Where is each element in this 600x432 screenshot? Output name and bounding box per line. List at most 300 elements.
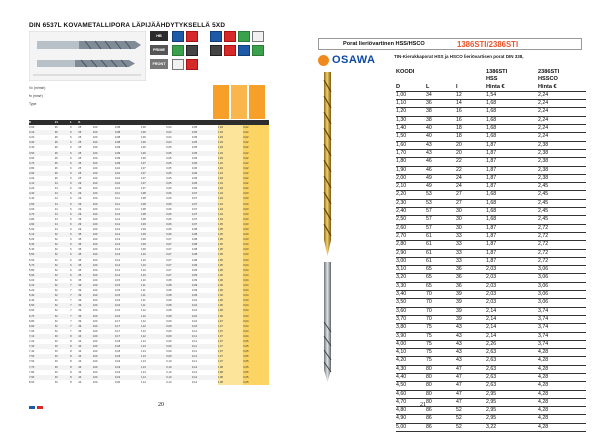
- table-cell: 3,20: [29, 136, 35, 140]
- table-cell: 100: [92, 380, 98, 384]
- table-cell: 43: [78, 350, 82, 354]
- table-cell: 52: [54, 268, 58, 272]
- table-cell: 35: [78, 273, 93, 278]
- table-cell: 0,02: [243, 125, 269, 130]
- table-cell: 7,00: [29, 329, 35, 333]
- table-cell: 52: [54, 309, 58, 313]
- price-row: [396, 249, 586, 257]
- table-cell: 0,03: [243, 212, 269, 217]
- price-cell: 3,20: [396, 274, 426, 282]
- price-cell: 43: [456, 357, 486, 365]
- legend-red-icon: [37, 406, 43, 409]
- table-cell: 0,05: [166, 166, 172, 170]
- table-cell: 6,30: [29, 293, 55, 298]
- right-catalog-page: [300, 0, 600, 430]
- table-cell: 0,18: [114, 350, 121, 354]
- table-cell: 0,12: [141, 314, 167, 319]
- price-row: [396, 423, 586, 431]
- table-cell: 0,09: [140, 238, 146, 242]
- table-cell: 0,06: [166, 202, 192, 207]
- table-cell: 0,10: [192, 324, 218, 329]
- table-cell: 100: [93, 314, 115, 319]
- table-cell: 100: [92, 146, 98, 150]
- hardness-icon: [186, 45, 198, 56]
- price-cell: 14: [456, 100, 486, 108]
- price-cell: 1,68: [486, 116, 538, 124]
- cast-iron-icon: [186, 59, 198, 70]
- price-cell: 47: [456, 365, 486, 373]
- price-cell: 61: [426, 257, 456, 265]
- table-cell: 0,07: [192, 222, 218, 227]
- table-cell: 0,05: [192, 130, 218, 135]
- price-row: [396, 133, 586, 141]
- table-cell: 0,03: [218, 140, 244, 145]
- price-row: [396, 257, 586, 265]
- table-cell: 0,06: [166, 212, 192, 217]
- table-cell: 100: [93, 202, 115, 207]
- table-cell: 43: [78, 370, 82, 374]
- price-cell: 61: [426, 249, 456, 257]
- table-cell: 25: [78, 126, 82, 130]
- table-cell: 6: [70, 207, 72, 211]
- table-cell: 0,14: [115, 273, 141, 278]
- table-cell: 0,12: [115, 212, 141, 217]
- table-cell: 100: [93, 293, 115, 298]
- table-cell: 52: [55, 314, 70, 319]
- table-cell: 0,08: [192, 252, 218, 257]
- table-cell: 0,09: [166, 319, 172, 323]
- price-cell: 3,40: [396, 291, 426, 299]
- table-cell: 60: [54, 380, 58, 384]
- price-cell: 3,74: [538, 340, 586, 348]
- price-cell: 1,10: [396, 100, 426, 108]
- table-cell: 100: [93, 242, 115, 247]
- price-cell: 1,68: [486, 108, 538, 116]
- price-cell: 1,54: [486, 91, 538, 99]
- price-cell: 2,14: [486, 324, 538, 332]
- table-cell: 100: [93, 151, 115, 156]
- price-row: [396, 199, 586, 207]
- type-label: Type: [29, 102, 37, 106]
- table-cell: 0,04: [218, 217, 244, 222]
- table-cell: 7,90: [29, 375, 55, 380]
- table-cell: 0,04: [243, 324, 269, 329]
- table-cell: 60: [54, 350, 58, 354]
- price-cell: 75: [426, 357, 456, 365]
- table-cell: 0,12: [192, 375, 218, 380]
- table-cell: 0,06: [218, 278, 244, 283]
- table-cell: 8: [70, 370, 72, 374]
- price-cell: 1,50: [396, 133, 426, 141]
- table-cell: 0,10: [166, 360, 172, 364]
- table-cell: 0,06: [191, 156, 198, 160]
- table-cell: 100: [92, 156, 98, 160]
- table-cell: 6: [70, 126, 72, 130]
- table-cell: 100: [92, 299, 98, 303]
- price-cell: 52: [456, 407, 486, 415]
- table-cell: 100: [92, 238, 98, 242]
- table-cell: 0,08: [166, 303, 192, 308]
- price-cell: 1,68: [486, 216, 538, 224]
- table-cell: 0,06: [140, 136, 146, 140]
- material-m-icon: [210, 45, 222, 56]
- table-cell: 0,06: [218, 303, 244, 308]
- price-cell: 4,50: [396, 382, 426, 390]
- table-cell: 0,09: [191, 268, 198, 272]
- table-cell: 0,04: [218, 207, 244, 212]
- price-row: [396, 191, 586, 199]
- table-cell: 6: [70, 252, 78, 257]
- table-cell: 0,04: [243, 298, 269, 303]
- table-cell: 6: [70, 130, 78, 135]
- table-cell: 5,20: [29, 238, 35, 242]
- table-cell: 100: [92, 136, 98, 140]
- table-cell: 0,08: [166, 309, 172, 313]
- table-cell: 0,17: [114, 329, 121, 333]
- table-cell: 6: [70, 181, 78, 186]
- price-cell: 3,74: [538, 324, 586, 332]
- price-cell: 61: [426, 241, 456, 249]
- banner-codes: 1386STI/2386STI: [457, 39, 519, 49]
- table-cell: 44: [55, 181, 70, 186]
- table-cell: 0,02: [243, 140, 269, 145]
- table-cell: 6: [70, 273, 78, 278]
- table-cell: 52: [55, 324, 70, 329]
- table-cell: 0,05: [243, 344, 269, 349]
- price-cell: 2,14: [486, 332, 538, 340]
- table-cell: 36: [55, 161, 70, 166]
- price-row: [396, 274, 586, 282]
- price-cell: 4,20: [396, 357, 426, 365]
- price-cell: 75: [426, 340, 456, 348]
- table-cell: 0,12: [140, 309, 146, 313]
- table-cell: 25: [78, 177, 82, 181]
- price-cell: 80: [426, 365, 456, 373]
- price-cell: 2,24: [538, 91, 586, 99]
- table-cell: 0,08: [191, 258, 198, 262]
- price-row: [396, 299, 586, 307]
- table-cell: 100: [93, 375, 115, 380]
- table-cell: 0,07: [218, 359, 244, 364]
- table-cell: 0,08: [218, 380, 244, 385]
- table-cell: 0,12: [141, 324, 167, 329]
- table-cell: 0,07: [218, 324, 244, 329]
- price-cell: 22: [456, 166, 486, 174]
- price-cell: 2,45: [538, 191, 586, 199]
- table-cell: 36: [55, 171, 70, 176]
- table-cell: 0,08: [191, 227, 198, 231]
- table-cell: 36: [54, 146, 58, 150]
- table-cell: 3,10: [29, 130, 55, 135]
- price-cell: 39: [456, 291, 486, 299]
- table-cell: 7,30: [29, 344, 55, 349]
- table-cell: 25: [78, 171, 93, 176]
- table-cell: 0,03: [243, 191, 269, 196]
- table-cell: 0,03: [243, 222, 269, 227]
- price-cell: 36: [426, 100, 456, 108]
- table-cell: 0,10: [114, 177, 121, 181]
- table-cell: 0,14: [114, 268, 121, 272]
- table-cell: 0,19: [114, 360, 121, 364]
- table-cell: 4,30: [29, 191, 55, 196]
- price-cell: 2,00: [396, 174, 426, 182]
- table-cell: 0,16: [114, 309, 121, 313]
- table-cell: 4,60: [29, 207, 35, 211]
- table-cell: 5,80: [29, 268, 35, 272]
- table-cell: 0,07: [166, 273, 192, 278]
- table-cell: 0,04: [243, 288, 269, 293]
- table-cell: 0,07: [140, 177, 146, 181]
- code1-label: 1386STI: [486, 69, 508, 75]
- table-cell: 0,07: [140, 166, 146, 170]
- price-row: [396, 224, 586, 232]
- table-cell: 4,90: [29, 222, 55, 227]
- price-cell: 2,95: [486, 398, 538, 406]
- table-cell: 0,05: [243, 339, 269, 344]
- table-cell: 6: [70, 238, 72, 242]
- table-cell: 7: [70, 314, 78, 319]
- table-cell: 25: [78, 136, 82, 140]
- table-cell: 100: [92, 227, 98, 231]
- table-cell: 0,06: [141, 151, 167, 156]
- price-cell: 2,70: [396, 232, 426, 240]
- table-cell: 35: [78, 252, 93, 257]
- price-cell: 34: [426, 91, 456, 99]
- table-cell: 0,05: [218, 258, 244, 263]
- table-cell: 39: [78, 314, 93, 319]
- table-cell: 36: [55, 130, 70, 135]
- table-cell: 0,06: [218, 273, 244, 278]
- table-cell: 6: [70, 140, 78, 145]
- table-cell: 0,08: [166, 289, 172, 293]
- price-cell: 75: [426, 324, 456, 332]
- table-cell: 35: [78, 278, 82, 282]
- price-cell: 4,28: [538, 398, 586, 406]
- table-cell: 0,04: [218, 202, 244, 207]
- table-cell: 0,02: [243, 171, 269, 176]
- table-cell: 0,04: [243, 293, 269, 298]
- col-l-label: l: [456, 84, 486, 92]
- table-cell: 0,11: [140, 299, 146, 303]
- table-cell: 0,13: [114, 238, 121, 242]
- table-cell: 0,06: [140, 146, 146, 150]
- tin-drill-illustration: [320, 70, 335, 258]
- table-cell: 0,03: [243, 202, 269, 207]
- material-s-icon: [224, 45, 236, 56]
- table-cell: 0,06: [218, 288, 244, 293]
- price-cell: 1,87: [486, 257, 538, 265]
- table-cell: 0,02: [243, 161, 269, 166]
- price-cell: 1,80: [396, 158, 426, 166]
- table-cell: 0,15: [115, 293, 141, 298]
- table-cell: 100: [92, 329, 98, 333]
- price-cell: 16: [456, 108, 486, 116]
- price-cell: 57: [426, 216, 456, 224]
- price-cell: 4,70: [396, 398, 426, 406]
- table-cell: 0,19: [115, 375, 141, 380]
- price-cell: 1,40: [396, 125, 426, 133]
- price-cell: 22: [456, 158, 486, 166]
- table-cell: 0,09: [192, 273, 218, 278]
- vc-label: Vc (m/min): [29, 86, 46, 90]
- table-cell: 0,03: [243, 242, 269, 247]
- price-cell: 38: [426, 108, 456, 116]
- table-cell: 6: [70, 197, 72, 201]
- table-cell: 60: [55, 365, 70, 370]
- table-cell: 43: [78, 365, 93, 370]
- price-cell: 1,70: [396, 149, 426, 157]
- table-cell: 100: [92, 340, 98, 344]
- table-cell: 7,50: [29, 354, 55, 359]
- price-cell: 53: [426, 199, 456, 207]
- table-cell: 100: [92, 187, 98, 191]
- table-cell: 0,04: [243, 319, 269, 324]
- table-cell: 8: [70, 344, 78, 349]
- price-cell: 80: [426, 373, 456, 381]
- table-cell: 0,18: [115, 354, 141, 359]
- price-cell: 2,95: [486, 390, 538, 398]
- table-cell: 6,10: [29, 283, 55, 288]
- table-cell: 0,05: [166, 156, 172, 160]
- table-cell: 0,06: [191, 166, 198, 170]
- table-cell: 3,50: [29, 151, 55, 156]
- table-cell: 100: [93, 273, 115, 278]
- table-cell: 6: [70, 156, 72, 160]
- prime-logo: PRIME: [150, 45, 168, 55]
- price-cell: 2,63: [486, 373, 538, 381]
- price-cell: 1,87: [486, 232, 538, 240]
- table-cell: 44: [54, 227, 58, 231]
- price-cell: 70: [426, 299, 456, 307]
- material-o-icon: [238, 45, 250, 56]
- table-cell: 0,16: [115, 303, 141, 308]
- table-cell: 0,08: [141, 212, 167, 217]
- table-cell: 0,07: [166, 258, 172, 262]
- table-cell: 0,08: [192, 242, 218, 247]
- table-cell: 100: [93, 232, 115, 237]
- table-cell: 25: [78, 140, 93, 145]
- price-row: [396, 108, 586, 116]
- table-cell: 25: [78, 151, 93, 156]
- table-cell: 4,40: [29, 197, 35, 201]
- table-cell: 0,10: [114, 166, 121, 170]
- table-cell: 0,03: [218, 130, 244, 135]
- table-cell: 25: [78, 166, 82, 170]
- table-cell: 8: [70, 360, 72, 364]
- table-cell: 0,05: [243, 349, 269, 354]
- price-cell: 70: [426, 315, 456, 323]
- price-row: [396, 183, 586, 191]
- table-cell: 0,08: [140, 217, 146, 221]
- legend-blue-icon: [29, 406, 35, 409]
- table-cell: 100: [92, 166, 98, 170]
- price-cell: 2,38: [538, 158, 586, 166]
- price-cell: 20: [456, 149, 486, 157]
- material-n-icon: [210, 31, 222, 42]
- table-cell: 100: [93, 161, 115, 166]
- table-cell: 0,13: [140, 340, 146, 344]
- table-cell: 0,07: [191, 197, 198, 201]
- table-cell: 100: [93, 252, 115, 257]
- table-cell: 36: [54, 126, 58, 130]
- table-cell: 0,14: [114, 258, 121, 262]
- table-cell: 52: [55, 242, 70, 247]
- table-cell: 0,09: [166, 329, 172, 333]
- table-cell: 0,07: [166, 252, 192, 257]
- price-cell: 2,95: [486, 415, 538, 423]
- table-cell: 0,19: [114, 370, 121, 374]
- table-cell: 36: [54, 136, 58, 140]
- table-cell: 52: [54, 289, 58, 293]
- table-cell: 100: [93, 212, 115, 217]
- table-cell: 44: [55, 191, 70, 196]
- table-cell: 0,07: [166, 238, 172, 242]
- table-cell: 0,05: [218, 263, 244, 268]
- price-cell: 4,30: [396, 365, 426, 373]
- table-cell: 0,04: [218, 186, 244, 191]
- price-cell: 2,63: [486, 357, 538, 365]
- table-cell: 0,11: [114, 197, 120, 201]
- table-cell: 36: [55, 151, 70, 156]
- table-cell: 0,09: [166, 344, 192, 349]
- table-cell: 0,04: [218, 196, 244, 201]
- price-cell: 4,40: [396, 373, 426, 381]
- table-cell: 100: [92, 217, 98, 221]
- table-cell: 44: [55, 222, 70, 227]
- price-cell: 2,72: [538, 232, 586, 240]
- orange-column-1: [213, 85, 229, 119]
- table-cell: 35: [78, 258, 82, 262]
- table-cell: 0,04: [243, 334, 269, 339]
- price-cell: 43: [456, 324, 486, 332]
- table-cell: 3,90: [29, 171, 55, 176]
- carbide-drill-illustration: [29, 31, 146, 81]
- table-cell: 0,03: [243, 217, 269, 222]
- price-cell: 2,03: [486, 282, 538, 290]
- table-cell: 0,11: [192, 354, 218, 359]
- orange-column-2: [231, 85, 247, 119]
- left-catalog-page: [0, 0, 300, 424]
- table-cell: 52: [54, 258, 58, 262]
- table-cell: 7: [70, 324, 78, 329]
- price-cell: 4,10: [396, 349, 426, 357]
- table-cell: 6: [70, 217, 72, 221]
- table-cell: 0,07: [140, 187, 146, 191]
- table-cell: 6: [70, 227, 72, 231]
- table-cell: 0,11: [141, 283, 167, 288]
- price-row: [396, 415, 586, 423]
- price-cell: 75: [426, 349, 456, 357]
- table-cell: 0,06: [218, 283, 244, 288]
- table-cell: 0,05: [243, 359, 269, 364]
- table-cell: 0,05: [191, 126, 198, 130]
- price-cell: 1,87: [486, 166, 538, 174]
- table-cell: 0,15: [114, 278, 121, 282]
- table-cell: 0,04: [243, 308, 269, 313]
- table-cell: 7,20: [29, 340, 35, 344]
- table-cell: 0,10: [115, 171, 141, 176]
- table-cell: 100: [93, 344, 115, 349]
- table-cell: 0,06: [218, 308, 244, 313]
- table-cell: 44: [55, 202, 70, 207]
- table-cell: 0,08: [166, 299, 172, 303]
- table-cell: 0,16: [114, 299, 121, 303]
- table-cell: 0,05: [243, 370, 269, 375]
- table-cell: 0,14: [140, 380, 146, 384]
- table-cell: 0,13: [141, 365, 167, 370]
- table-cell: 0,10: [141, 263, 167, 268]
- table-cell: 100: [92, 197, 98, 201]
